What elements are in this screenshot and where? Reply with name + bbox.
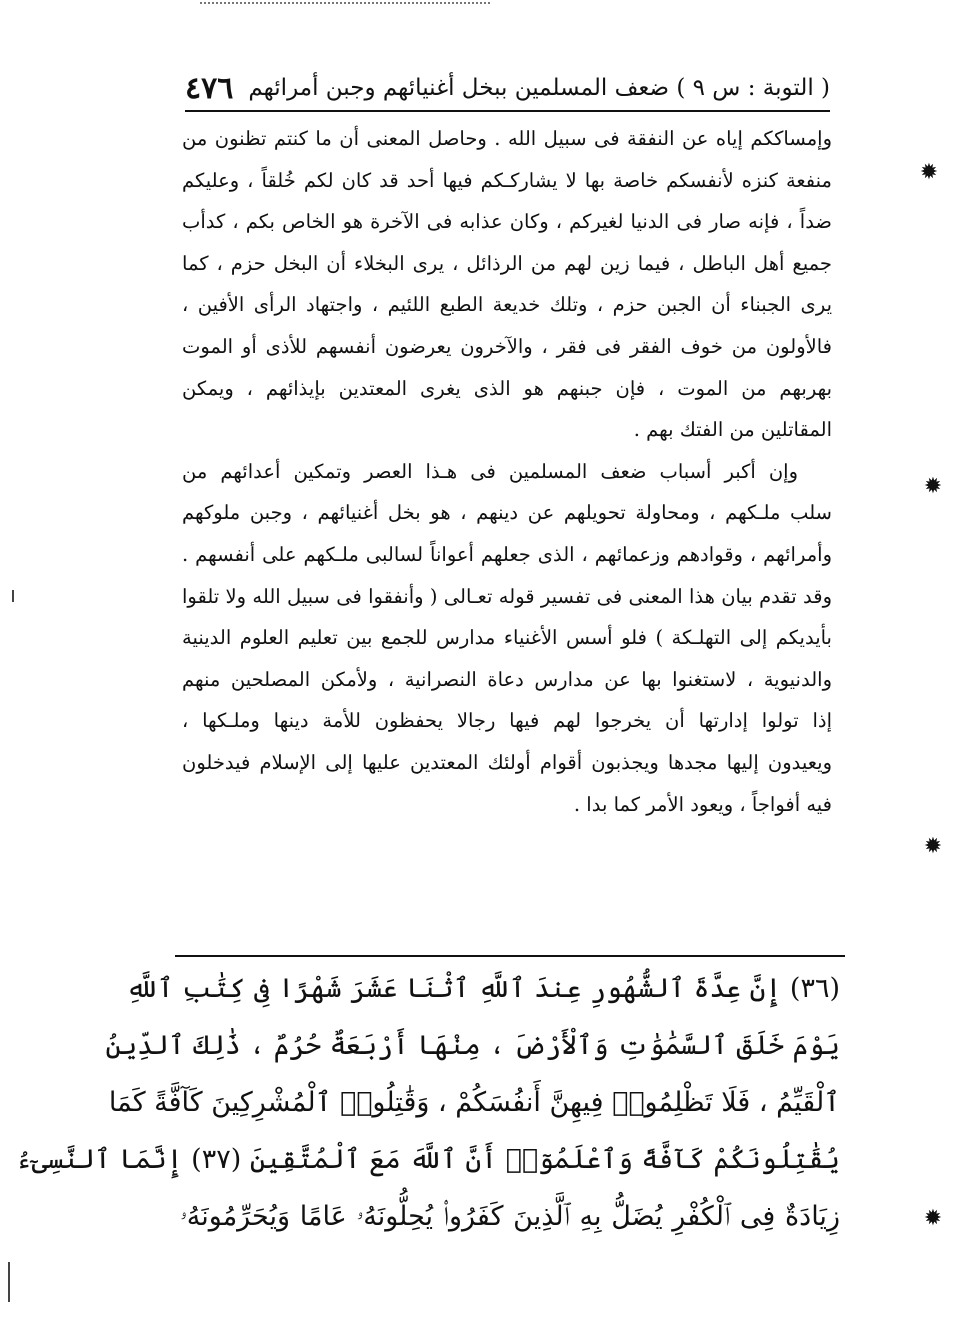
- verse-line: ٱلْقَيِّمُ ، فَلَا تَظْلِمُوا۟ فِيهِنَّ أَنفُسَكُمْ ، وَقَٰتِلُوا۟ ٱلْمُشْرِكِينَ كَآفَّةً كَمَا: [108, 1087, 840, 1118]
- verse-line: يَوْمَ خَلَقَ ٱلسَّمَٰوَٰتِ وَٱلْأَرْضَ ، مِنْهَا أَرْبَعَةٌ حُرُمٌ ، ذَٰلِكَ ٱلدِّينُ: [105, 1030, 840, 1061]
- text-line: والدنيوية ، لاستغنوا بها عن مدارس دعاة النصرانية ، ولأمكن المصلحين منهم: [182, 667, 832, 691]
- verse-line: (٣٦) إِنَّ عِدَّةَ ٱلشُّهُورِ عِندَ ٱللَّهِ ٱثْنَا عَشَرَ شَهْرًا فِى كِتَٰبِ ٱللَّهِ: [125, 973, 840, 1004]
- text-line: إذا تولوا إدارتها أن يخرجوا لهم فيها رجالا يحفظون للأمة دينها وملـكها ،: [182, 709, 832, 733]
- text-line: ويعيدون إليها مجدها ويجذبون أقوام أولئك المعتدين عليها إلى الإسلام فيدخلون: [182, 750, 832, 774]
- commentary-text: [182, 118, 832, 825]
- binding-hole-mark-icon: ✹: [923, 474, 943, 499]
- binding-hole-mark-icon: ✹: [923, 1206, 943, 1231]
- text-line: المقاتلين من الفتك بهم .: [633, 418, 832, 442]
- paragraph-1: [182, 118, 832, 451]
- quran-verses: [15, 960, 840, 1245]
- text-line: يرى الجبناء أن الجبن حزم ، وتلك خديعة الطبع اللئيم ، واجتهاد الرأى الأفين ،: [182, 293, 832, 317]
- verse-line: زِيَادَةٌ فِى ٱلْكُفْرِ يُضَلُّ بِهِ ٱلَّذِينَ كَفَرُوا۟ يُحِلُّونَهُۥ عَامًا وَيُحَرِّمُونَهُۥ: [180, 1201, 840, 1232]
- binding-hole-mark-icon: ✹: [919, 160, 939, 185]
- binding-hole-mark-icon: ✹: [923, 834, 943, 859]
- text-line: وإن أكبر أسباب ضعف المسلمين فى هـذا العصر وتمكين أعدائهم من: [182, 459, 798, 483]
- paragraph-2: [182, 451, 832, 825]
- text-line: فيه أفواجاً ، ويعود الأمر كما بدا .: [573, 792, 832, 816]
- text-line: سلب ملـكهم ، ومحاولة تحويلهم عن دينهم ، هو بخل أغنيائهم ، وجبن ملوكهم: [182, 501, 832, 525]
- text-line: جميع أهل الباطل ، فيما زين لهم من الرذائل ، يرى البخلاء أن البخل حزم ، كما: [182, 251, 832, 275]
- scan-edge-mark: [12, 590, 14, 602]
- section-divider: [175, 955, 845, 957]
- top-edge-rule: [200, 2, 490, 4]
- running-title: ( التوبة : س ٩ ) ضعف المسلمين ببخل أغنيائهم وجبن أمرائهم: [248, 75, 830, 101]
- page-header: [185, 66, 830, 112]
- text-line: فالأولون من خوف الفقر فى فقر ، والآخرون يعرضون أنفسهم للأذى أو الموت: [182, 334, 832, 358]
- text-line: ضداً ، فإنه صار فى الدنيا لغيركم ، وكان عذابه فى الآخرة هو الخاص بكم ، كدأب: [182, 210, 832, 234]
- text-line: منفعة كنزه لأنفسكم خاصة بها لا يشاركـكم فيها أحد قد كان لكم خُلقاً ، وعليكم: [182, 168, 832, 192]
- text-line: بهربهم من الموت ، فإن جبنهم هو الذى يغرى المعتدين بإيذائهم ، ويمكن: [182, 376, 832, 400]
- page-number: ٤٧٦: [185, 70, 234, 106]
- text-line: وقد تقدم بيان هذا المعنى فى تفسير قوله تعـالى ( وأنفقوا فى سبيل الله ولا تلقوا: [182, 584, 832, 608]
- text-line: بأيديكم إلى التهلـكة ) فلو أسس الأغنياء مدارس للجمع بين تعليم العلوم الدينية: [182, 626, 832, 650]
- verse-line: يُقَٰتِلُونَكُمْ كَآفَّةً وَٱعْلَمُوٓا۟ أَنَّ ٱللَّهَ مَعَ ٱلْمُتَّقِينَ (٣٧) إِنَّمَا ٱلنَّسِىٓءُ: [15, 1144, 840, 1175]
- text-line: وإمساككم إياه عن النفقة فى سبيل الله . وحاصل المعنى أن ما كنتم تظنون من: [182, 127, 832, 150]
- scan-edge-mark: [8, 1262, 10, 1302]
- text-line: وأمرائهم ، وقوادهم وزعمائهم ، الذى جعلهم أعواناً لسالبى ملـكهم على أنفسهم .: [182, 542, 832, 566]
